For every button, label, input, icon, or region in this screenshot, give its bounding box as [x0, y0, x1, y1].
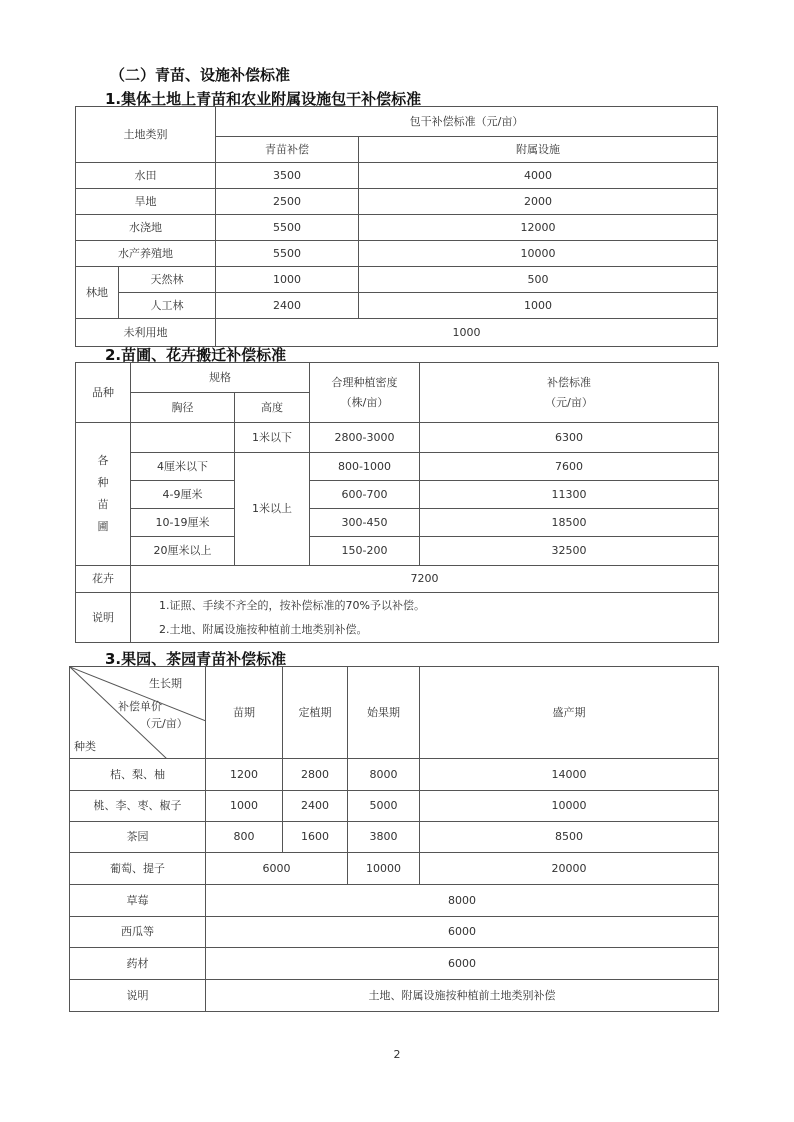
table-row: 茶园 800 1600 3800 8500	[70, 822, 719, 853]
header-facility: 附属设施	[359, 137, 718, 163]
nursery-label: 各 种 苗 圃	[76, 423, 131, 566]
header-density: 合理种植密度 （株/亩）	[310, 363, 420, 423]
table-row: 旱地 2500 2000	[76, 189, 718, 215]
table-row: 花卉 7200	[76, 566, 719, 593]
table-row: 20厘米以上 150-200 32500	[76, 537, 719, 566]
table-row: 10-19厘米 300-450 18500	[76, 509, 719, 537]
notes-text: 土地、附属设施按种植前土地类别补偿	[206, 980, 719, 1012]
page-number: 2	[393, 1048, 401, 1061]
stage-peak: 盛产期	[420, 667, 719, 759]
table-row: 4-9厘米 600-700 11300	[76, 481, 719, 509]
table-row: 葡萄、提子 6000 10000 20000	[70, 853, 719, 885]
table-row: 桔、梨、柚 1200 2800 8000 14000	[70, 759, 719, 791]
stage-fruiting: 始果期	[348, 667, 420, 759]
section-title: （二）青苗、设施补偿标准	[110, 66, 291, 84]
notes-row	[76, 593, 719, 643]
table-row: 桃、李、枣、椒子 1000 2400 5000 10000	[70, 791, 719, 822]
header-variety: 品种	[76, 363, 131, 423]
table-row: 林地 天然林 1000 500	[76, 267, 718, 293]
table-orchard-compensation	[69, 666, 719, 1012]
growth-label: 生长期	[149, 677, 182, 690]
table-nursery-relocation	[75, 362, 719, 643]
table-row: 草莓 8000	[70, 885, 719, 917]
notes-label: 说明	[70, 980, 206, 1012]
unit-label: （元/亩）	[140, 717, 188, 730]
header-dbh: 胸径	[131, 393, 235, 423]
table3-title: 3.果园、茶园青苗补偿标准	[105, 650, 287, 668]
table-row: 未利用地 1000	[76, 319, 718, 347]
header-spec: 规格	[131, 363, 310, 393]
notes-label: 说明	[76, 593, 131, 643]
header-compensation: 补偿标准 （元/亩）	[420, 363, 719, 423]
table-row: 水浇地 5500 12000	[76, 215, 718, 241]
table-row: 各 种 苗 圃 1米以下 2800-3000 6300	[76, 423, 719, 453]
table-row: 水产养殖地 5500 10000	[76, 241, 718, 267]
table1-title: 1.集体土地上青苗和农业附属设施包干补偿标准	[105, 90, 422, 108]
header-land-type: 土地类别	[76, 107, 216, 163]
header-height: 高度	[235, 393, 310, 423]
forest-label: 林地	[76, 267, 119, 319]
header-standard: 包干补偿标准（元/亩）	[216, 107, 718, 137]
table-row: 水田 3500 4000	[76, 163, 718, 189]
notes-text: 1.证照、手续不齐全的，按补偿标准的70%予以补偿。 2.土地、附属设施按种植前土地类别补偿。	[131, 593, 719, 643]
table2-title: 2.苗圃、花卉搬迁补偿标准	[105, 346, 287, 364]
diagonal-header	[70, 667, 206, 759]
table-row: 4厘米以下 1米以上 800-1000 7600	[76, 453, 719, 481]
table-row: 药材 6000	[70, 948, 719, 980]
stage-planting: 定植期	[283, 667, 348, 759]
table-row: 人工林 2400 1000	[76, 293, 718, 319]
unit-price-label: 补偿单价	[118, 700, 162, 713]
stage-seedling: 苗期	[206, 667, 283, 759]
header-crop: 青苗补偿	[216, 137, 359, 163]
table-row: 西瓜等 6000	[70, 917, 719, 948]
merged-height: 1米以上	[235, 453, 310, 566]
table-green-crop-compensation	[75, 106, 718, 347]
kind-label: 种类	[74, 740, 96, 753]
notes-row	[70, 980, 719, 1012]
